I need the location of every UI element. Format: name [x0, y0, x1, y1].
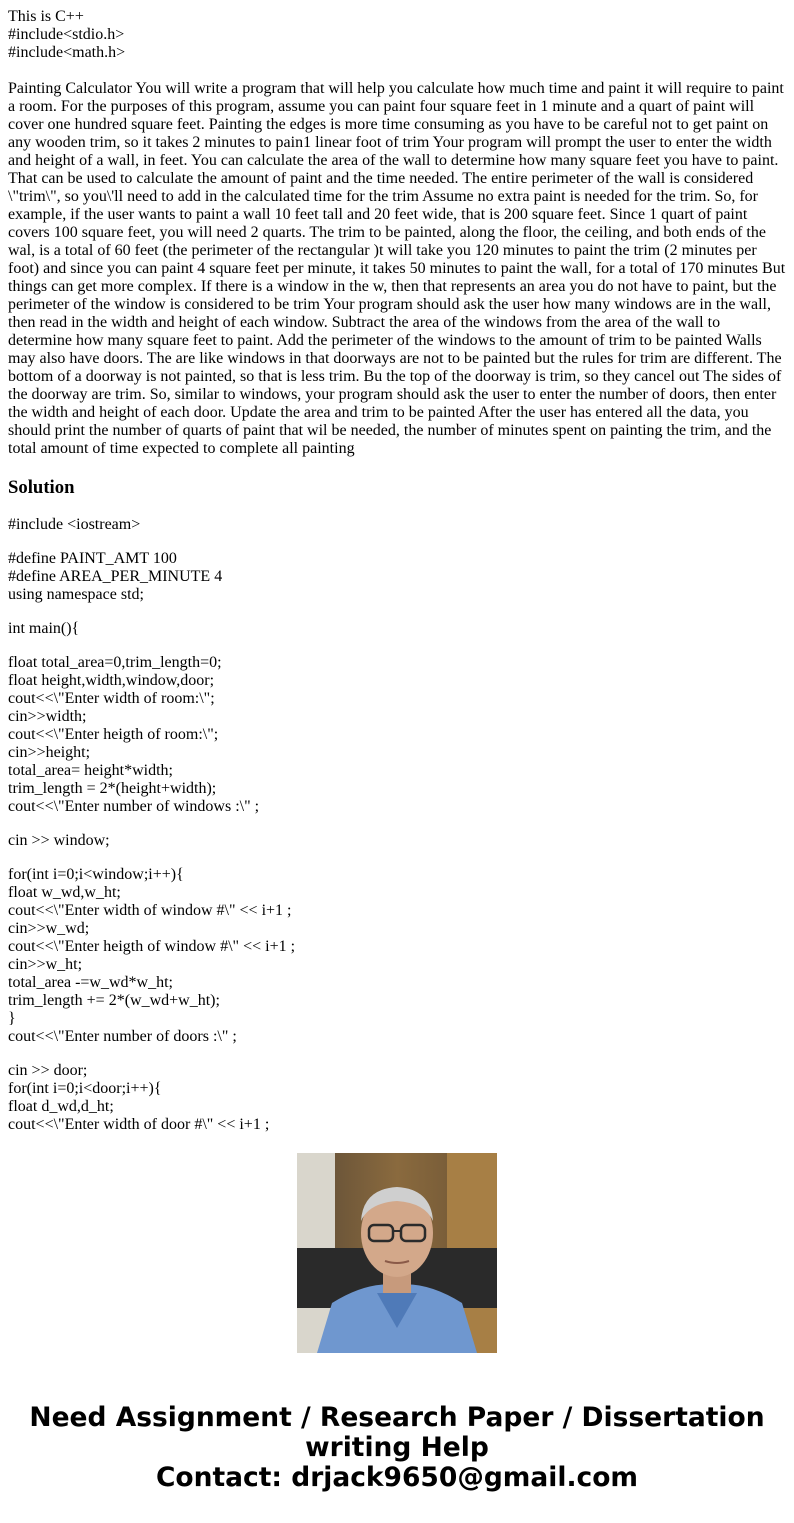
solution-code: [8, 516, 788, 1133]
solution-heading: Solution: [8, 477, 75, 498]
question-text: Painting Calculator You will write a program that will help you calculate how much time and paint it will require to paint a room. For the purposes of this program, assume you can paint four square feet in 1 minute and a quart of paint will cover one hundred square feet. Painting the edges is more time consuming as you have to be careful not to get paint on any wooden trim, so it takes 2 minutes to pain1 linear foot of trim Your program will prompt the user to enter the width and height of a wall, in feet. You can calculate the area of the wall to determine how many square feet you have to paint. That can be used to calculate the amount of paint and the time needed. The entire perimeter of the wall is considered \"trim\", so you\'ll need to add in the calculated time for the trim Assume no extra paint is needed for the trim. So, for example, if the user wants to paint a wall 10 feet tall and 20 feet wide, that is 200 square feet. Since 1 quart of paint covers 100 square feet, you will need 2 quarts. The trim to be painted, along the floor, the ceiling, and both ends of the wal, is a total of 60 feet (the perimeter of the rectangular )t will take you 120 minutes to paint the trim (2 minutes per foot) and since you can paint 4 square feet per minute, it takes 50 minutes to paint the wall, for a total of 170 minutes But things can get more complex. If there is a window in the w, then that represents an area you do not have to paint, but the perimeter of the window is considered to be trim Your program should ask the user how many windows are in the wall, then read in the width and height of each window. Subtract the area of the windows from the area of the wall to determine how many square feet to paint. Add the perimeter of the windows to the amount of trim to be painted Walls may also have doors. The are like windows in that doorways are not to be painted but the rules for trim are different. The bottom of a doorway is not painted, so that is less trim. Bu the top of the doorway is trim, so they cancel out The sides of the doorway are trim. So, similar to windows, your program should ask the user to enter the number of doors, then enter the width and height of each door. Update the area and trim to be painted After the user has entered all the data, you should print the number of quarts of paint that wil be needed, the number of minutes spent on painting the trim, and the total amount of time expected to complete all painting: [8, 80, 786, 457]
header-line: #include<math.h>: [8, 44, 126, 61]
code-line: }: [8, 1010, 16, 1027]
code-line: cout<<\"Enter width of door #\" << i+1 ;: [8, 1116, 270, 1133]
code-line: cout<<\"Enter width of window #\" << i+1 ;: [8, 902, 292, 919]
code-line: cin >> window;: [8, 832, 110, 849]
code-line: cout<<\"Enter width of room:\";: [8, 690, 215, 707]
code-line: trim_length += 2*(w_wd+w_ht);: [8, 992, 220, 1009]
code-line: float total_area=0,trim_length=0;: [8, 654, 222, 671]
code-line: #include <iostream>: [8, 516, 141, 533]
banner-line-2: writing Help: [305, 1432, 489, 1463]
code-line: cout<<\"Enter number of doors :\" ;: [8, 1028, 237, 1045]
code-line: #define AREA_PER_MINUTE 4: [8, 568, 223, 585]
page-content: [8, 8, 788, 1133]
code-line: total_area= height*width;: [8, 762, 173, 779]
code-line: cin>>width;: [8, 708, 87, 725]
code-line: cout<<\"Enter heigth of room:\";: [8, 726, 219, 743]
header-line: This is C++: [8, 8, 84, 25]
code-blank-line: [8, 850, 788, 866]
code-line: int main(){: [8, 620, 80, 637]
code-line: float height,width,window,door;: [8, 672, 215, 689]
code-line: for(int i=0;i<window;i++){: [8, 866, 184, 883]
code-blank-line: [8, 638, 788, 654]
code-line: for(int i=0;i<door;i++){: [8, 1080, 162, 1097]
code-blank-line: [8, 1046, 788, 1062]
author-photo-illustration: [297, 1153, 497, 1353]
code-line: trim_length = 2*(height+width);: [8, 780, 217, 797]
code-blank-line: [8, 534, 788, 550]
code-line: cin>>w_ht;: [8, 956, 83, 973]
header-line: #include<stdio.h>: [8, 26, 125, 43]
code-line: float w_wd,w_ht;: [8, 884, 121, 901]
code-line: cin>>height;: [8, 744, 91, 761]
code-line: total_area -=w_wd*w_ht;: [8, 974, 173, 991]
code-line: using namespace std;: [8, 586, 144, 603]
contact-banner: [0, 1403, 794, 1493]
code-line: cout<<\"Enter number of windows :\" ;: [8, 798, 260, 815]
code-line: cin>>w_wd;: [8, 920, 90, 937]
code-line: cout<<\"Enter heigth of window #\" << i+1 ;: [8, 938, 296, 955]
header-lines: [8, 8, 788, 62]
author-photo: [297, 1153, 497, 1353]
code-line: cin >> door;: [8, 1062, 88, 1079]
code-blank-line: [8, 604, 788, 620]
code-line: #define PAINT_AMT 100: [8, 550, 177, 567]
code-blank-line: [8, 816, 788, 832]
banner-line-3: Contact: drjack9650@gmail.com: [155, 1462, 639, 1493]
code-line: float d_wd,d_ht;: [8, 1098, 114, 1115]
banner-line-1: Need Assignment / Research Paper / Dissertation: [29, 1402, 765, 1433]
